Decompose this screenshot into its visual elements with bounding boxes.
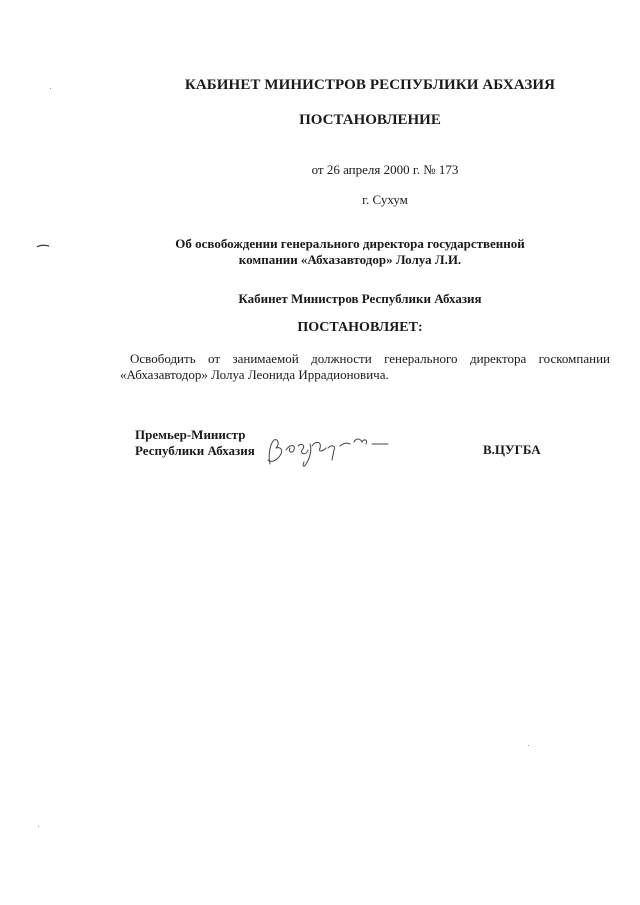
organization-title: КАБИНЕТ МИНИСТРОВ РЕСПУБЛИКИ АБХАЗИЯ bbox=[184, 77, 556, 93]
signatory-title-line-2: Республики Абхазия bbox=[135, 443, 255, 458]
signatory-title bbox=[135, 427, 255, 459]
signatory-title-line-1: Премьер-Министр bbox=[135, 427, 246, 442]
body-line-1: Освободить от занимаемой должности генерального директора госкомпании bbox=[130, 351, 610, 366]
scan-speck bbox=[38, 826, 39, 827]
subject-line-2: компании «Абхазавтодор» Лолуа Л.И. bbox=[238, 252, 462, 267]
scan-speck bbox=[50, 88, 51, 89]
body-line-2: «Абхазавтодор» Лолуа Леонида Иррадионовича. bbox=[120, 367, 389, 382]
margin-mark bbox=[36, 244, 50, 248]
document-date-number: от 26 апреля 2000 г. № 173 bbox=[311, 162, 459, 177]
document-subject bbox=[150, 236, 550, 268]
document-type: ПОСТАНОВЛЕНИЕ bbox=[299, 112, 441, 128]
decree-body bbox=[120, 351, 610, 383]
decree-word: ПОСТАНОВЛЯЕТ: bbox=[297, 320, 423, 335]
scan-speck bbox=[528, 745, 529, 746]
issuer: Кабинет Министров Республики Абхазия bbox=[238, 291, 482, 306]
signatory-name: В.ЦУГБА bbox=[483, 442, 541, 457]
document-place: г. Сухум bbox=[362, 192, 408, 207]
handwritten-signature bbox=[262, 430, 402, 470]
subject-line-1: Об освобождении генерального директора государственной bbox=[175, 236, 525, 251]
